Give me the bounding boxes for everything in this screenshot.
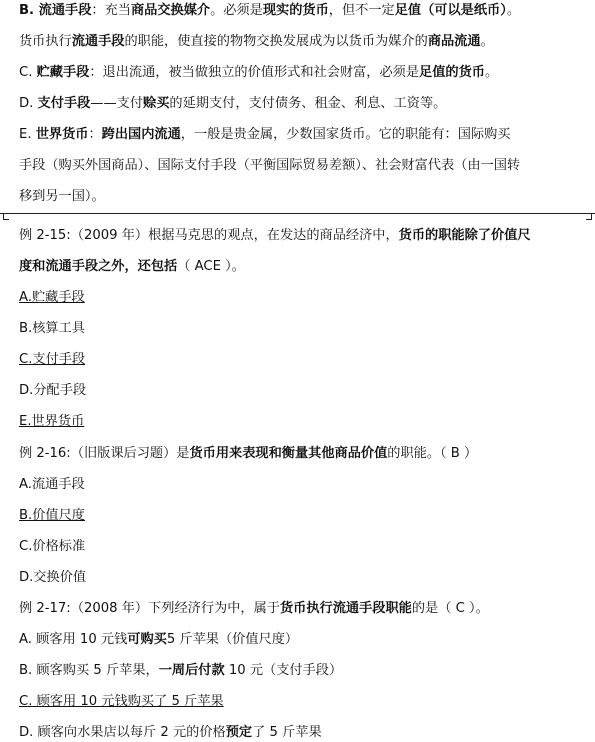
term-d: 支付手段	[37, 96, 91, 111]
question-15-option-e: E.世界货币	[19, 414, 85, 429]
question-17-option-b: B. 顾客购买 5 斤苹果，一周后付款 10 元（支付手段）	[19, 663, 343, 678]
question-15-option-b: B.核算工具	[19, 321, 85, 336]
term-c: 贮藏手段	[36, 65, 90, 80]
item-c-line: C. 贮藏手段：退出流通，被当做独立的价值形式和社会财富，必须是足值的货币。	[19, 65, 499, 80]
question-16-option-b: B.价值尺度	[19, 508, 85, 523]
item-e-line-3: 移到另一国）。	[19, 189, 105, 204]
question-17-option-d: D. 顾客向水果店以每斤 2 元的价格预定了 5 斤苹果	[19, 725, 322, 740]
item-b-line-1: B. 流通手段：充当商品交换媒介。必须是现实的货币，但不一定足值（可以是纸币）。	[19, 3, 520, 18]
page-break-rule	[0, 213, 595, 214]
corner-mark-left	[3, 214, 9, 220]
question-17-option-c: C. 顾客用 10 元钱购买了 5 斤苹果	[19, 694, 224, 709]
corner-mark-right	[586, 214, 592, 220]
question-16-option-d: D.交换价值	[19, 570, 87, 585]
term-b: B. 流通手段	[19, 3, 92, 18]
question-15-option-a: A.贮藏手段	[19, 290, 85, 305]
term-e: 世界货币	[35, 127, 89, 142]
item-e-line-2: 手段（购买外国商品）、国际支付手段（平衡国际贸易差额）、社会财富代表（由一国转	[19, 158, 521, 173]
question-15-stem-line-2: 度和流通手段之外，还包括（ ACE ）。	[19, 259, 245, 274]
question-15-option-c: C.支付手段	[19, 352, 86, 367]
item-e-line-1: E. 世界货币：跨出国内流通，一般是贵金属，少数国家货币。它的职能有：国际购买	[19, 127, 511, 142]
item-d-line: D. 支付手段——支付赊买的延期支付，支付债务、租金、利息、工资等。	[19, 96, 447, 111]
question-16-option-a: A.流通手段	[19, 477, 85, 492]
question-15-stem-line-1: 例 2-15:（2009 年）根据马克思的观点，在发达的商品经济中，货币的职能除了价值尺	[19, 228, 531, 243]
question-17-option-a: A. 顾客用 10 元钱可购买5 斤苹果（价值尺度）	[19, 632, 299, 647]
item-b-line-2: 货币执行流通手段的职能，使直接的物物交换发展成为以货币为媒介的商品流通。	[19, 34, 494, 49]
question-15-option-d: D.分配手段	[19, 383, 87, 398]
question-16-stem: 例 2-16:（旧版课后习题）是货币用来表现和衡量其他商品价值的职能。（ B ）	[19, 446, 478, 461]
question-17-stem: 例 2-17:（2008 年）下列经济行为中，属于货币执行流通手段职能的是（ C ）。	[19, 601, 489, 616]
question-16-option-c: C.价格标准	[19, 539, 86, 554]
